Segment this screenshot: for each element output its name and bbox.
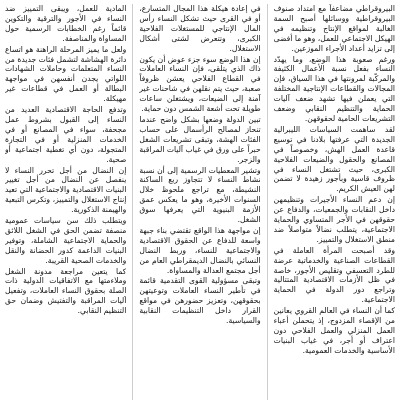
paragraph: إن هذا الوضع سوء جزء عوض أن يكون ذاك الذي يتلقى، فإن النساء العاملات في القطاع الفلاحي يعشن ظروفاً صعبة، حيث يتم نقلهن في شاحنات غير آمنة إلى الضيعات، ويشتغلن ساعات طويلة تحت أشعة الشمس دون حماية. (139, 54, 261, 114)
paragraph: وقد أصبحت المرأة العاملة في القطاعات الصناعية والخدماتية عرضة للطرد التعسفي وتقليص الأجور، خاصة في ظل الأزمات الاقتصادية المتتالية وتراجع دور الدولة في الحماية الاجتماعية. (273, 245, 395, 305)
paragraph: ويتطلب ذلك سن سياسات عمومية منصفة تضمن الحق في الشغل اللائق والحماية الاجتماعية الشاملة، وتوفير البنيات الداعمة كدور الحضانة والنقل والخدمات الصحية القريبة. (5, 216, 127, 265)
paragraph: إن مواجهة هذا الواقع تقتضي بناء جبهة واسعة للدفاع عن الحقوق الاقتصادية والاجتماعية للنساء، وربط النضال النسائي بالنضال الديمقراطي العام من أجل مجتمع العدالة والمساواة. (139, 225, 261, 275)
paragraph: وتبقى مسؤولية القوى التقدمية قائمة في تأطير النساء العاملات وتوعيتهن بحقوقهن، وتعزيز حضورهن في مواقع القرار داخل التنظيمات النقابية والسياسية. (139, 276, 261, 326)
paragraph: المادية للعمل، ويبقى التمييز ضد النساء في الأجور والترقية والتكوين قائماً رغم الخطابات الرسمية حول المساواة والمناصفة. (5, 4, 127, 43)
paragraph: وتدفع الحاجة الاقتصادية العديد من النساء إلى القبول بشروط عمل مجحفة، سواء في المصانع أو في الخدمات المنزلية أو في التجارة المتجولة، دون أي تغطية اجتماعية أو صحية. (5, 105, 127, 164)
paragraph: كما أن النساء في العالم القروي يعانين من الإقصاء المزدوج، إذ يتحملن أعباء العمل المنزلي والعمل الفلاحي دون اعتراف أو أجر، في غياب البنيات الأساسية والخدمات العمومية. (273, 306, 395, 355)
paragraph: تبين الدولة وضعها بشكل واضح عندما تنحاز لمصالح الرأسمال على حساب الفئات الهشة، وتبقى تشريعات الشغل حبراً على ورق في غياب آليات المراقبة والزجر. (139, 114, 261, 164)
article-column-middle (139, 4, 260, 400)
paragraph: ورغم صعوبة هذا الوضع، وما يهدّد النساء بفعل نسبة الأعمال الكثيفة والمركّبة لمرونتها في هذا السياق، فإن المجالات والقطاعات الإنتاجية المختلفة التي يعملن فيها تشهد ضعف آليات الحماية والتنظيم النقابي وضعف التشريعات الحامية لحقوقهن. (273, 54, 395, 123)
paragraph: إن النضال من أجل تحرر النساء لا ينفصل عن النضال من أجل تغيير البنيات الاقتصادية والاجتماعية التي تعيد إنتاج الاستغلال والتمييز، وتكرس التبعية والهيمنة الذكورية. (5, 165, 127, 215)
paragraph: في إعادة هيكلة هذا المجال المتسارع، أو في القرى حيث تشكل النساء رأس المال الإنتاجي للمستغلات الفلاحية الكبرى، وتتعرض لشتى أشكال الاستغلال. (139, 4, 261, 53)
paragraph: ولعل ما يميز المرحلة الراهنة هو اتساع دائرة الهشاشة لتشمل فئات جديدة من النساء المتعلمات وحاملات الشهادات اللواتي يجدن أنفسهن في مواجهة البطالة أو العمل في قطاعات غير مهيكلة. (5, 44, 127, 104)
column-divider (267, 4, 268, 400)
column-divider (132, 4, 133, 400)
paragraph: البيروقراطي مضاعفاً مع امتداد صنوف البيروقراطية ووسائلها أصبح السمة الغالبة لمواقع الإنتاج وتنظيمه في الهيكل الاجتماعي للعمل، وهو ما أفضى إلى تزايد أعداد الأجراء الموزعين. (273, 4, 395, 53)
paragraph: لقد ساهمت السياسات الليبرالية الجديدة التي عرفتها بلادنا في توسيع قاعدة العمل الهش، وخصوصاً في المصانع والحقول والضيعات الفلاحية الكبرى، حيث تشتغل النساء في ظروف قاسية وبأجور زهيدة لا تضمن لهن العيش الكريم. (273, 124, 395, 194)
paragraph: إن دعم النساء الأجيرات وتنظيمهن داخل النقابات والجمعيات، والدفاع عن حقوقهن في الأجر المتساوي والحماية الاجتماعية، يتطلب نضالاً متواصلاً ضد منطق الاستغلال والتمييز. (273, 195, 395, 244)
article-column-left (5, 4, 126, 400)
paragraph: وتشير المعطيات الرسمية إلى أن نسبة نشاط النساء لا تتجاوز ربع الساكنة النشيطة، مع تراجع ملحوظ خلال السنوات الأخيرة، وهو ما يعكس عمق الأزمة البنيوية التي يعرفها سوق الشغل. (139, 165, 261, 225)
article-column-right (274, 4, 395, 400)
paragraph: كما يتعين مراجعة مدونة الشغل وملاءمتها مع الاتفاقيات الدولية ذات الصلة بحقوق النساء العاملات، وتفعيل آليات المراقبة والتفتيش وضمان حق التنظيم النقابي. (5, 266, 127, 316)
